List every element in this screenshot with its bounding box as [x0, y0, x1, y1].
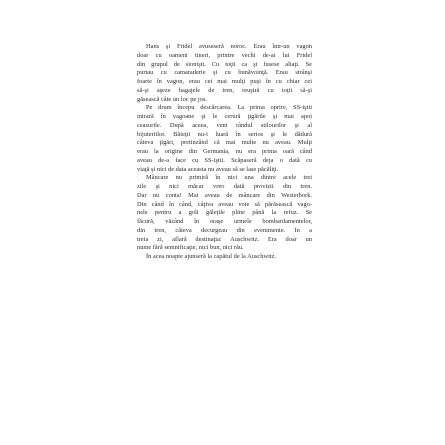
text-line: să-şi aşeze bagajele de tren, reuşiră cu toţii să-şi — [137, 86, 312, 94]
text-line: câteva ţigări, pretinzând că mai multe nu aveau. Mulţi — [137, 139, 312, 147]
text-line: Dar nu conta! Mai aveau de mâncare din Westerbork. — [137, 191, 312, 199]
text-line: viaţă şi nici de data aceasta nu aveau să se lase păcăliţi. — [137, 165, 279, 173]
text-line: făcură, văzând în oraşe urmele bombardamentelor, — [137, 218, 312, 225]
text-line: Mâncare nu primiră în nici una dintre acele trei — [146, 174, 312, 182]
text-line: Pe drum începu descărcarea. La prima oprire, SS-iştii — [146, 104, 312, 112]
text-line: treia zi, aflară destinaţia: Auschwitz. Era doar un — [137, 235, 312, 243]
text-line: foarte în vagon, erau cei mai mulţi puşi în cu chiar cei — [137, 78, 312, 85]
text-line: Hans şi Fridel avuseseră noroc. Erau într-un vagon — [146, 43, 312, 50]
text-line: găsească câte un loc pe jos. — [137, 95, 207, 103]
paragraph — [137, 253, 312, 262]
paragraph — [137, 43, 312, 104]
text-line: zile şi nici măcar vreo dată provizii din tren. — [137, 183, 312, 190]
text-line: Din când în când, câţiva aveau voie să părăsească vago- — [137, 200, 312, 208]
text-line: erau la origine din Germania, nu era prima oară când — [137, 148, 312, 155]
text-line: din tren, câteva decurgeau din evenimente. În a — [137, 226, 312, 234]
text-line: aveau de-a face cu SS-iştii. Scăpaseră deja o dată cu — [137, 156, 312, 164]
text-line: În acea noapte ajunseră la capătul de la Auschwitz. — [146, 253, 277, 260]
text-line: nele pentru a goli găleţile pline până la refuz. Se — [137, 209, 312, 217]
text-line: bijuteriilor. Băieţii nu-i luară în serios şi le dădură — [137, 130, 312, 138]
text-line: doar cu oameni tineri, printre vechi de-ai lui Fridel — [137, 51, 312, 59]
text-line: purtau cu camaraderie şi cu bunăvoinţă. Erau strânşi — [137, 69, 312, 77]
paragraph — [137, 104, 312, 174]
text-line: ceasurile. După aceea, veni rândul stilourilor şi al — [137, 121, 312, 129]
page-text-column — [137, 43, 312, 262]
paragraph — [137, 174, 312, 253]
text-line: nume fără semnificaţie, nici bun, nici rău. — [137, 244, 244, 252]
text-line: intrară în vagoane şi le cerură ţigările şi mai apoi — [137, 113, 312, 120]
text-line: din grupul de sionişti. Cu toţii ca şi fusese aliaţi. Se — [137, 60, 312, 68]
